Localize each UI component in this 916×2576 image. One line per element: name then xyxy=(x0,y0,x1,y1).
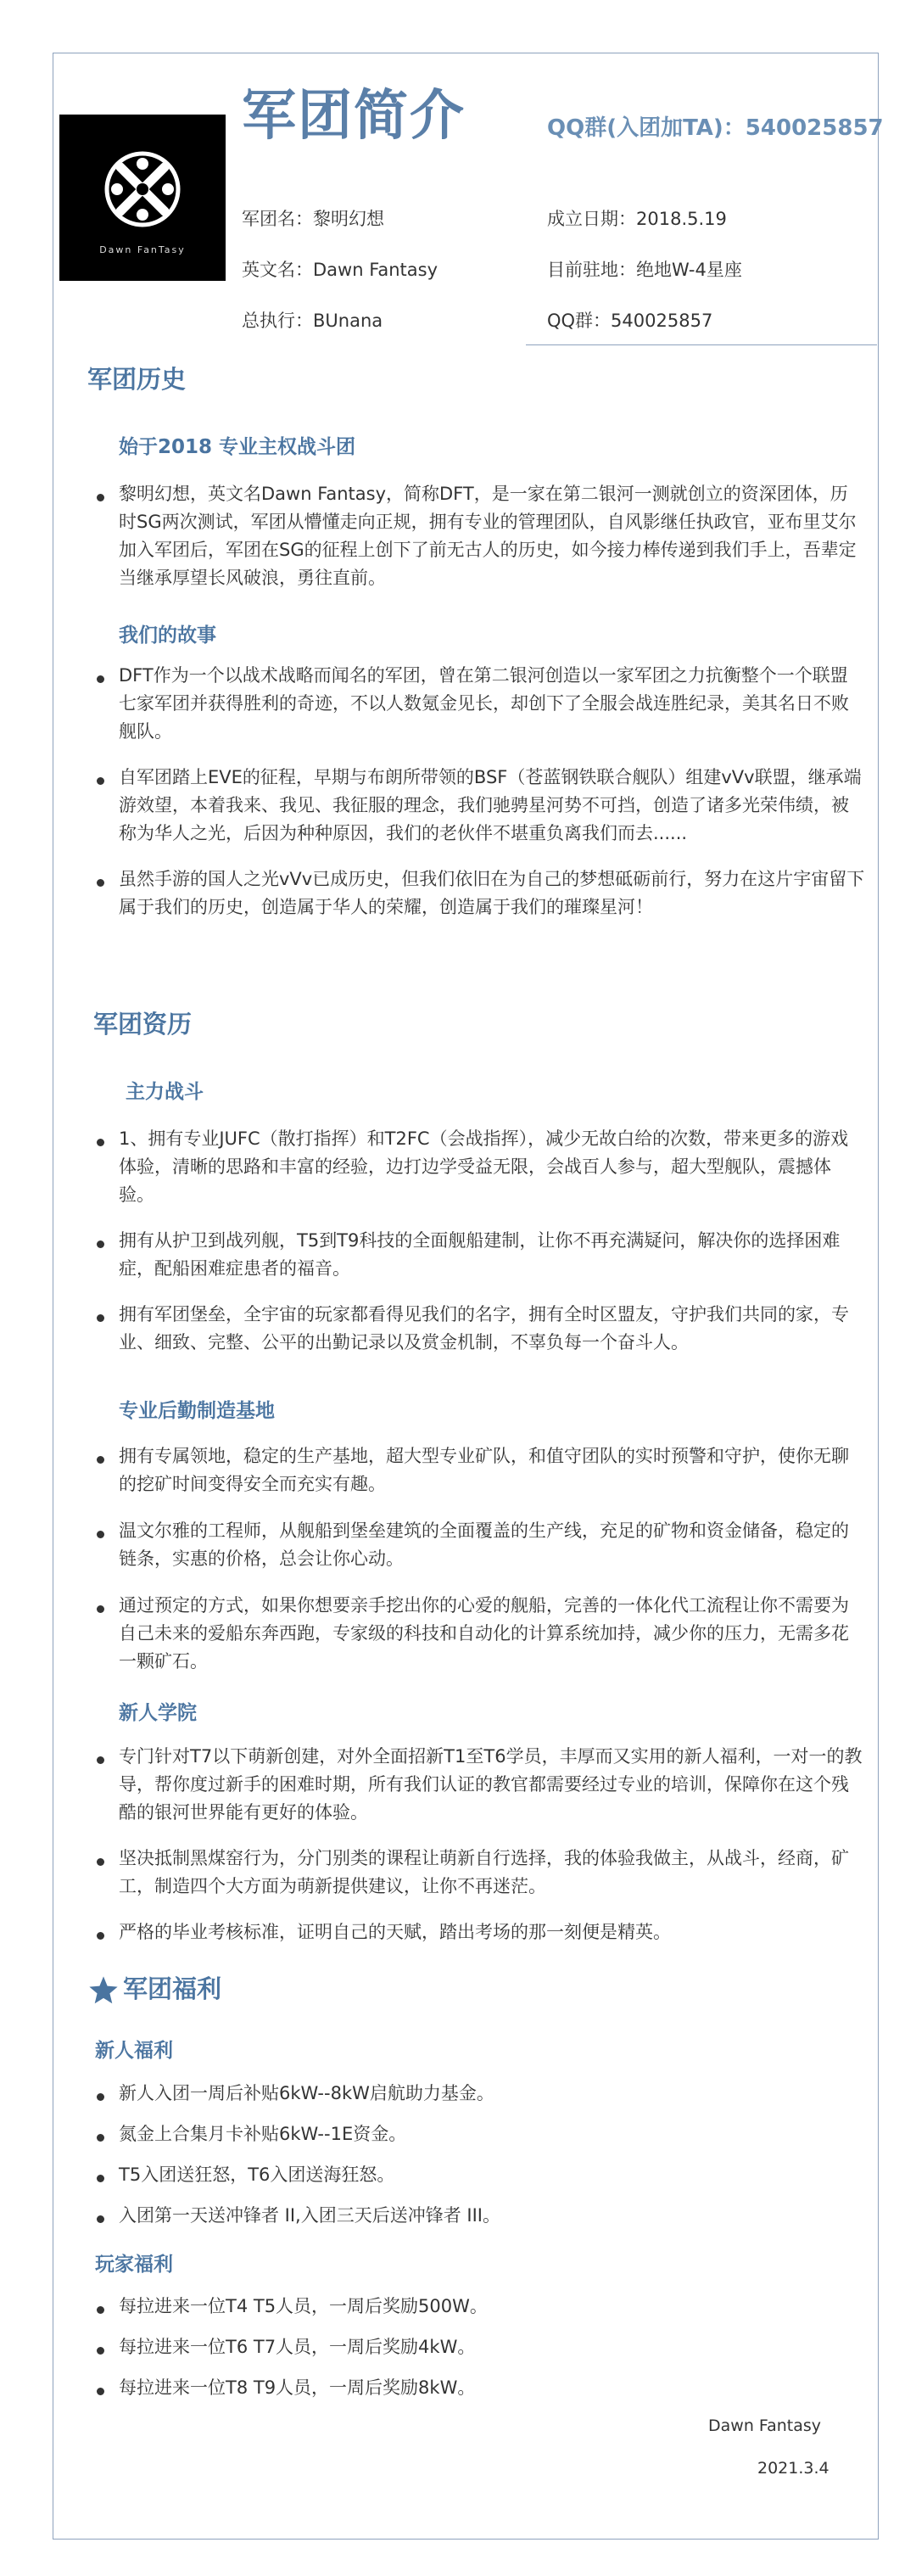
qq-number: QQ群：540025857 xyxy=(547,311,713,331)
academy-item: 严格的毕业考核标准，证明自己的天赋，踏出考场的那一刻便是精英。 xyxy=(119,1922,671,1942)
bullet-dot xyxy=(97,879,104,887)
english-name: 英文名：Dawn Fantasy xyxy=(242,260,438,280)
academy-item: 坚决抵制黑煤窑行为，分门别类的课程让萌新自行选择，我的体验我做主，从战斗，经商，矿工，制造四个大方面为萌新提供建议，让你不再迷茫。 xyxy=(119,1848,849,1896)
player-welfare-heading: 玩家福利 xyxy=(95,2254,173,2276)
header-divider xyxy=(526,344,877,345)
history-heading: 军团历史 xyxy=(87,365,187,394)
bullet-dot xyxy=(97,1756,104,1764)
story-item: 虽然手游的国人之光vVv已成历史，但我们依旧在为自己的梦想砥砺前行，努力在这片宇宙留下属于我们的历史，创造属于华人的荣耀，创造属于我们的璀璨星河！ xyxy=(119,869,865,917)
bullet-dot xyxy=(97,2306,104,2314)
welfare-heading: 军团福利 xyxy=(123,1974,222,2003)
newbie-item: 氮金上合集月卡补贴6kW--1E资金。 xyxy=(119,2124,407,2144)
history-subheading: 始于2018 专业主权战斗团 xyxy=(119,436,356,458)
bullet-dot xyxy=(97,1605,104,1613)
founded-date: 成立日期：2018.5.19 xyxy=(547,209,727,229)
player-item: 每拉进来一位T4 T5人员，一周后奖励500W。 xyxy=(119,2296,488,2316)
player-item: 每拉进来一位T8 T9人员，一周后奖励8kW。 xyxy=(119,2377,476,2398)
qq-group-label: QQ群(入团加TA)：540025857 xyxy=(547,115,884,141)
combat-item: 拥有军团堡垒，全宇宙的玩家都看得见我们的名字，拥有全时区盟友，守护我们共同的家，专业、细致、完整、公平的出勤记录以及赏金机制，不辜负每一个奋斗人。 xyxy=(119,1304,849,1352)
logo xyxy=(59,115,226,281)
current-location: 目前驻地：绝地W-4星座 xyxy=(547,260,742,280)
newbie-item: T5入团送狂怒，T6入团送海狂怒。 xyxy=(119,2164,395,2185)
combat-heading: 主力战斗 xyxy=(126,1081,204,1103)
story-heading: 我们的故事 xyxy=(119,624,216,647)
footer-date: 2021.3.4 xyxy=(757,2459,829,2478)
player-item: 每拉进来一位T6 T7人员，一周后奖励4kW。 xyxy=(119,2337,476,2357)
logo-x-emblem-icon xyxy=(59,115,226,281)
bullet-dot xyxy=(97,2175,104,2182)
history-intro: 黎明幻想，英文名Dawn Fantasy，简称DFT，是一家在第二银河一测就创立的资深团体，历时SG两次测试，军团从懵懂走向正规，拥有专业的管理团队，自风影继任执政官，亚布里艾尔加入军团后，军团在SG的征程上创下了前无古人的历史，如今接力棒传递到我们手上，吾辈定当继承厚望长风破浪，勇往直前。 xyxy=(119,484,857,588)
footer-signature: Dawn Fantasy xyxy=(708,2416,821,2435)
bullet-dot xyxy=(97,2215,104,2223)
bullet-dot xyxy=(97,2134,104,2142)
story-item: DFT作为一个以战术战略而闻名的军团，曾在第二银河创造以一家军团之力抗衡整个一个联盟七家军团并获得胜利的奇迹，不以人数氪金见长，却创下了全服会战连胜纪录，美其名日不败舰队。 xyxy=(119,665,849,742)
star-icon xyxy=(87,1974,120,2007)
logo-text: Dawn FanTasy xyxy=(99,244,186,255)
story-item: 自军团踏上EVE的征程，早期与布朗所带领的BSF（苍蓝钢铁联合舰队）组建vVv联盟，继承端游效望，本着我来、我见、我征服的理念，我们驰骋星河势不可挡，创造了诸多光荣伟绩，被称为华人之光，后因为种种原因，我们的老伙伴不堪重负离我们而去...... xyxy=(119,767,862,843)
logistics-heading: 专业后勤制造基地 xyxy=(119,1400,275,1422)
combat-item: 1、拥有专业JUFC（散打指挥）和T2FC（会战指挥），减少无故白给的次数，带来更多的游戏体验，清晰的思路和丰富的经验，边打边学受益无限，会战百人参与，超大型舰队，震撼体验。 xyxy=(119,1128,849,1205)
bullet-dot xyxy=(97,777,104,785)
academy-item: 专门针对T7以下萌新创建，对外全面招新T1至T6学员，丰厚而又实用的新人福利，一对一的教导，帮你度过新手的困难时期，所有我们认证的教官都需要经过专业的培训，保障你在这个残酷的银河世界能有更好的体验。 xyxy=(119,1746,863,1823)
bullet-dot xyxy=(97,675,104,683)
bullet-dot xyxy=(97,494,104,501)
bullet-dot xyxy=(97,1139,104,1146)
bullet-dot xyxy=(97,1932,104,1940)
resources-heading: 军团资历 xyxy=(93,1010,193,1039)
combat-item: 拥有从护卫到战列舰，T5到T9科技的全面舰船建制，让你不再充满疑问，解决你的选择困难症，配船困难症患者的福音。 xyxy=(119,1230,841,1279)
page-title: 军团简介 xyxy=(242,85,466,148)
bullet-dot xyxy=(97,2388,104,2395)
legion-name: 军团名：黎明幻想 xyxy=(242,209,384,229)
bullet-dot xyxy=(97,1314,104,1322)
bullet-dot xyxy=(97,1858,104,1866)
logistics-item: 通过预定的方式，如果你想要亲手挖出你的心爱的舰船，完善的一体化代工流程让你不需要为自己未来的爱船东奔西跑，专家级的科技和自动化的计算系统加持，减少你的压力，无需多花一颗矿石。 xyxy=(119,1595,849,1672)
logistics-item: 拥有专属领地，稳定的生产基地，超大型专业矿队，和值守团队的实时预警和守护，使你无聊的挖矿时间变得安全而充实有趣。 xyxy=(119,1446,849,1494)
logistics-item: 温文尔雅的工程师，从舰船到堡垒建筑的全面覆盖的生产线，充足的矿物和资金储备，稳定的链条，实惠的价格，总会让你心动。 xyxy=(119,1520,849,1569)
academy-heading: 新人学院 xyxy=(119,1702,197,1724)
bullet-dot xyxy=(97,2093,104,2101)
executive: 总执行：BUnana xyxy=(242,311,383,331)
bullet-dot xyxy=(97,1240,104,1248)
bullet-dot xyxy=(97,2347,104,2355)
newbie-welfare-heading: 新人福利 xyxy=(95,2040,173,2062)
newbie-item: 入团第一天送冲锋者 II,入团三天后送冲锋者 III。 xyxy=(119,2205,500,2226)
bullet-dot xyxy=(97,1531,104,1538)
bullet-dot xyxy=(97,1456,104,1464)
newbie-item: 新人入团一周后补贴6kW--8kW启航助力基金。 xyxy=(119,2083,494,2103)
